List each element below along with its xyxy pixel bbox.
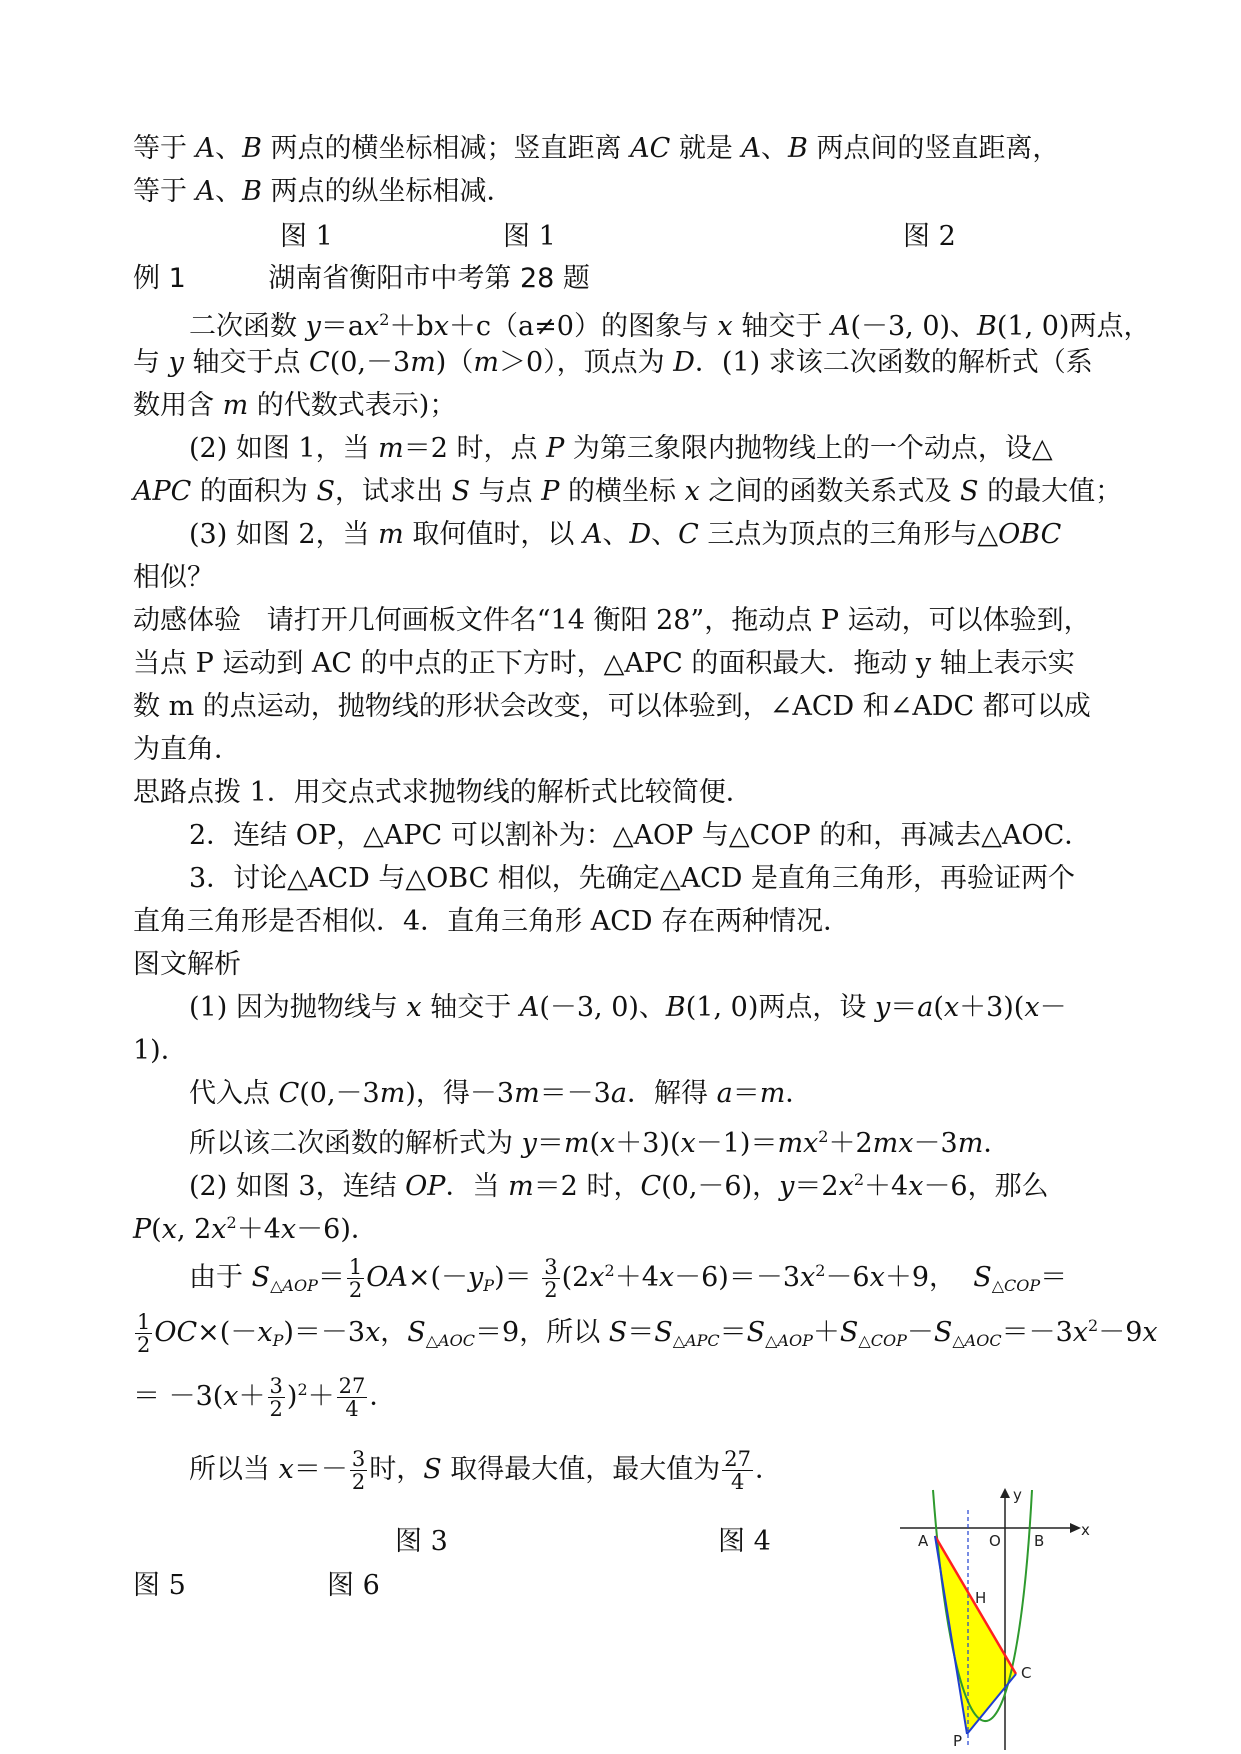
example-heading bbox=[133, 261, 590, 297]
solution-line-4: 所以该二次函数的解析式为 $y=m(x+3)(x-1)=mx^2+2mx-3m$． bbox=[189, 1127, 1011, 1159]
x-axis-arrow-icon bbox=[1070, 1523, 1081, 1533]
solution-line-2: 1)． bbox=[133, 1035, 188, 1066]
caption-fig5: 图 5 bbox=[133, 1570, 186, 1601]
problem-line-2: 与 y 轴交于点 C(0,－3m)（m＞0），顶点为 D．(1) 求该二次函数的解析式（系 bbox=[133, 347, 1093, 378]
problem-line-6: (3) 如图 2，当 m 取何值时，以 A、D、C 三点为顶点的三角形与△OBC bbox=[189, 519, 1062, 550]
text-line-2: 等于 A、B 两点的纵坐标相减． bbox=[133, 176, 514, 207]
hint-line-1 bbox=[133, 775, 753, 811]
hint-line-3: 3．讨论△ACD 与△OBC 相似，先确定△ACD 是直角三角形，再验证两个 bbox=[189, 863, 1075, 894]
problem-line-1: 二次函数 $y=ax^2+bx+c(a\ne 0)$的图象与 x 轴交于 A(－3, 0)、B(1, 0)两点， bbox=[189, 310, 1151, 342]
analysis-heading: 图文解析 bbox=[133, 949, 241, 980]
label-o: O bbox=[989, 1532, 1001, 1550]
label-h: H bbox=[975, 1589, 987, 1607]
solution-line-1: (1) 因为抛物线与 x 轴交于 A(－3, 0)、B(1, 0)两点，设 y＝a(x＋3)(x－ bbox=[189, 992, 1067, 1023]
hint-line-4: 直角三角形是否相似．4．直角三角形 ACD 存在两种情况． bbox=[133, 906, 851, 937]
solution-line-9: ＝ －3(x＋ $\frac{3}{2}$ )$^2$＋ $\frac{27}{4}$ ． bbox=[133, 1374, 397, 1421]
label-p: P bbox=[953, 1732, 963, 1750]
example-label: 例 1 bbox=[133, 263, 186, 294]
triangle-apc-fill bbox=[935, 1536, 1016, 1734]
text-line-1: 等于 A、B 两点的横坐标相减；竖直距离 AC 就是 A、B 两点间的竖直距离， bbox=[133, 133, 1060, 164]
solution-line-3: 代入点 C(0,－3m)，得－3m＝－3a．解得 a＝m． bbox=[189, 1078, 813, 1109]
hint-heading: 思路点拨 bbox=[133, 777, 241, 808]
problem-line-5: APC 的面积为 S，试求出 S 与点 P 的横坐标 x 之间的函数关系式及 S 的最大值； bbox=[133, 476, 1123, 507]
hint-text-1: 1．用交点式求抛物线的解析式比较简便． bbox=[249, 777, 753, 808]
dynamic-heading: 动感体验 bbox=[133, 605, 241, 636]
solution-line-7: 由于 $S_{\triangle AOP}=$ $\frac{1}{2}$ $OA\times(-y_P)=$ $\frac{3}{2}$ $(2x^2+4x-6)=-3x^2-6x+9$， $S_{\triangle COP}=$ bbox=[189, 1255, 1068, 1302]
problem-line-7: 相似？ bbox=[133, 562, 214, 593]
label-c: C bbox=[1021, 1664, 1032, 1682]
y-axis-arrow-icon bbox=[1000, 1488, 1010, 1498]
caption-fig4: 图 4 bbox=[718, 1526, 771, 1557]
label-y: y bbox=[1013, 1488, 1022, 1504]
example-source: 湖南省衡阳市中考第 28 题 bbox=[268, 263, 590, 294]
label-x: x bbox=[1081, 1521, 1090, 1539]
caption-fig6: 图 6 bbox=[327, 1570, 380, 1601]
caption-fig2: 图 2 bbox=[903, 221, 956, 252]
dynamic-text-1: 请打开几何画板文件名“14 衡阳 28”，拖动点 P 运动，可以体验到， bbox=[266, 605, 1091, 636]
solution-line-5: (2) 如图 3，连结 OP．当 m＝2 时，C(0,－6)，$y=2x^2+4x-6$，那么 bbox=[189, 1170, 1049, 1202]
caption-fig1b: 图 1 bbox=[503, 221, 556, 252]
parabola-figure bbox=[895, 1488, 1095, 1750]
caption-fig1a: 图 1 bbox=[280, 221, 333, 252]
dynamic-line-1 bbox=[133, 603, 1091, 639]
label-b: B bbox=[1034, 1532, 1045, 1550]
problem-line-4: (2) 如图 1，当 m＝2 时，点 P 为第三象限内抛物线上的一个动点，设△ bbox=[189, 433, 1053, 464]
caption-fig3: 图 3 bbox=[395, 1526, 448, 1557]
solution-line-6: P(x, $2x^2+4x-6$)． bbox=[133, 1213, 378, 1245]
problem-line-3: 数用含 m 的代数式表示)； bbox=[133, 390, 457, 421]
dynamic-line-3: 数 m 的点运动，抛物线的形状会改变，可以体验到，∠ACD 和∠ADC 都可以成 bbox=[133, 691, 1091, 722]
solution-line-8: $\frac{1}{2}$ $OC\times(-x_P)=-3x$，$S_{\triangle AOC}=9$，所以 $S=S_{\triangle APC}=S_{\triangle AOP}+S_{\triangle COP}-S_{\triangle AOC}=-3x^2-9x$ bbox=[137, 1310, 1158, 1357]
dynamic-line-2: 当点 P 运动到 AC 的中点的正下方时，△APC 的面积最大．拖动 y 轴上表示实 bbox=[133, 648, 1075, 679]
hint-line-2: 2．连结 OP，△APC 可以割补为：△AOP 与△COP 的和，再减去△AOC． bbox=[189, 820, 1092, 851]
dynamic-line-4: 为直角． bbox=[133, 734, 241, 765]
label-a: A bbox=[918, 1532, 929, 1550]
solution-line-10: 所以当 x＝－ $\frac{3}{2}$ 时，S 取得最大值，最大值为 $\frac{27}{4}$ ． bbox=[189, 1447, 783, 1494]
